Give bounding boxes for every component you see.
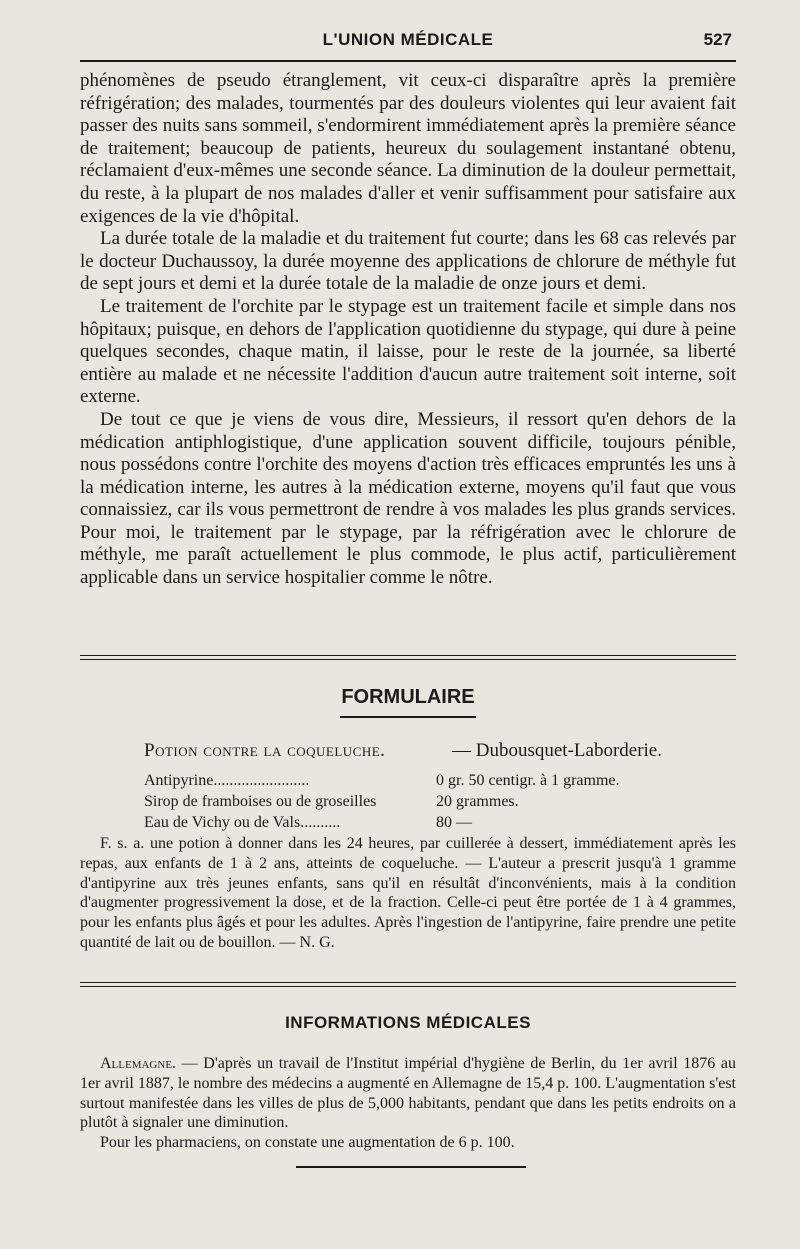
article-paragraph: phénomènes de pseudo étranglement, vit ceux-ci disparaître après la première réfrigération; des malades, tourmentés par des douleurs violentes qui leur avaient fait passer des nuits sans sommeil, s'endormirent immédiatement après la première séance de traitement; beaucoup de patients, heureux du soulagement instantané obtenu, réclamaient d'eux-mêmes une seconde séance. La diminution de la douleur permettait, du reste, à la plupart de nos malades d'aller et venir suffisamment pour satisfaire aux exigences de la vie d'hôpital. bbox=[80, 70, 736, 227]
ingredient-dose: 80 — bbox=[436, 814, 472, 831]
informations-text: — D'après un travail de l'Institut impérial d'hygiène de Berlin, du 1er avril 1876 au 1er avril 1887, le nombre des médecins a augmenté en Allemagne de 15,4 p. 100. L'augmentation s'est surtout manifestée dans les villes de plus de 5,000 habitants, pendant que dans les petits endroits on a plutôt à signaler une diminution. bbox=[80, 1055, 736, 1132]
running-head bbox=[80, 26, 736, 56]
section-divider bbox=[80, 655, 736, 660]
section-divider bbox=[80, 982, 736, 987]
ingredient-name: Sirop de framboises ou de groseilles bbox=[144, 793, 377, 810]
formula-instructions bbox=[80, 834, 736, 953]
closing-rule bbox=[296, 1166, 526, 1168]
informations-body bbox=[80, 1054, 736, 1153]
informations-paragraph bbox=[80, 1054, 736, 1133]
page-number: 527 bbox=[703, 30, 732, 49]
informations-heading: INFORMATIONS MÉDICALES bbox=[285, 1013, 531, 1032]
formulaire-heading: FORMULAIRE bbox=[341, 686, 475, 708]
ingredient-row bbox=[144, 791, 724, 812]
ingredient-name: Antipyrine........................ bbox=[144, 772, 310, 789]
article-body bbox=[80, 70, 736, 590]
country-label: Allemagne. bbox=[100, 1055, 177, 1072]
header-rule bbox=[80, 60, 736, 62]
ingredient-list bbox=[144, 770, 724, 833]
article-paragraph: Le traitement de l'orchite par le stypage est un traitement facile et simple dans nos hôpitaux; puisque, en dehors de l'application quotidienne du stypage, qui dure à peine quelques secondes, chaque matin, il laisse, pour le reste de la journée, sa liberté entière au malade et ne nécessite l'addition d'aucun autre traitement soit interne, soit externe. bbox=[80, 295, 736, 408]
journal-title: L'UNION MÉDICALE bbox=[322, 30, 494, 49]
article-paragraph: La durée totale de la maladie et du traitement fut courte; dans les 68 cas relevés par le docteur Duchaussoy, la durée moyenne des applications de chlorure de méthyle fut de sept jours et demi et la durée totale de la maladie de onze jours et demi. bbox=[80, 228, 736, 295]
ingredient-row bbox=[144, 770, 724, 791]
article-paragraph: De tout ce que je viens de vous dire, Messieurs, il ressort qu'en dehors de la médication antiphlogistique, d'une application souvent difficile, toujours pénible, nous possédons contre l'orchite des moyens d'action très efficaces empruntés les uns à la médication interne, les autres à la médication externe, moyens qu'il faut que vous connaissiez, car ils vous permettront de rendre à vos malades les plus grands services. Pour moi, le traitement par le stypage, par la réfrigération avec le chlorure de méthyle, me paraît actuellement le plus commode, le plus actif, particulièrement applicable dans un service hospitalier comme le nôtre. bbox=[80, 408, 736, 589]
heading-underline bbox=[340, 716, 476, 718]
instructions-text: F. s. a. une potion à donner dans les 24 heures, par cuillerée à dessert, immédiatement après les repas, aux enfants de 1 à 2 ans, atteints de coqueluche. — L'auteur a prescrit jusqu'à 1 gramme d'antipyrine aux très jeunes enfants, sans qu'il en résultât d'inconvénients, mais à la condition d'augmenter progressivement la dose, et de la fraction. Celle-ci peut être portée de 1 à 4 grammes, pour les enfants plus âgés et pour les adultes. Après l'ingestion de l'antipyrine, faire prendre une petite quantité de lait ou de bouillon. — N. G. bbox=[80, 835, 736, 951]
ingredient-dose: 20 grammes. bbox=[436, 793, 519, 810]
informations-paragraph: Pour les pharmaciens, on constate une augmentation de 6 p. 100. bbox=[100, 1134, 515, 1152]
ingredient-name: Eau de Vichy ou de Vals.......... bbox=[144, 814, 341, 831]
formula-author: — Dubousquet-Laborderie. bbox=[452, 740, 662, 761]
ingredient-row bbox=[144, 812, 724, 833]
ingredient-dose: 0 gr. 50 centigr. à 1 gramme. bbox=[436, 772, 620, 789]
potion-name: Potion contre la coqueluche. bbox=[144, 740, 386, 761]
